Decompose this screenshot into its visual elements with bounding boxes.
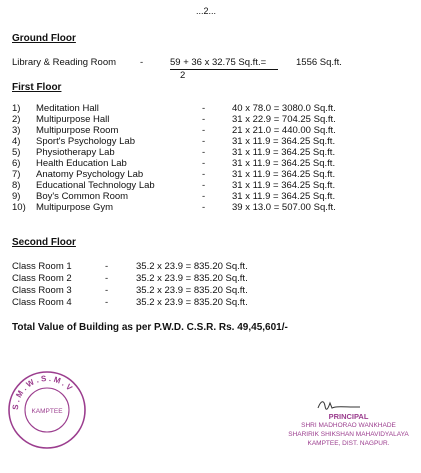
principal-signature-block: [276, 412, 421, 448]
room-name: Health Education Lab: [36, 158, 127, 169]
item-dash: -: [202, 147, 206, 158]
item-dash: -: [202, 158, 206, 169]
signature: [316, 398, 362, 412]
item-dash: -: [105, 297, 109, 308]
signature-line-3: KAMPTEE, DIST. NAGPUR.: [307, 440, 390, 447]
room-name: Sport's Psychology Lab: [36, 136, 135, 147]
room-name: Multipurpose Room: [36, 125, 119, 136]
item-dash: -: [105, 285, 109, 296]
room-area: 31 x 11.9 = 364.25 Sq.ft.: [232, 147, 336, 158]
room-area: 31 x 11.9 = 364.25 Sq.ft.: [232, 191, 336, 202]
room-area: 31 x 11.9 = 364.25 Sq.ft.: [232, 136, 336, 147]
room-name: Class Room 2: [12, 273, 72, 284]
item-number: 10): [12, 202, 26, 213]
stamp-ring-text: S . M . W . S . M . V: [10, 373, 74, 411]
list-item: [12, 147, 412, 158]
room-area: 31 x 22.9 = 704.25 Sq.ft.: [232, 114, 336, 125]
room-area: 35.2 x 23.9 = 835.20 Sq.ft.: [136, 285, 248, 296]
ground-floor-formula-denominator: 2: [180, 70, 186, 81]
room-name: Class Room 1: [12, 261, 72, 272]
item-number: 5): [12, 147, 21, 158]
ground-floor-room-label: Library & Reading Room: [12, 57, 117, 68]
item-dash: -: [202, 136, 206, 147]
item-dash: -: [202, 202, 206, 213]
room-area: 35.2 x 23.9 = 835.20 Sq.ft.: [136, 273, 248, 284]
item-number: 4): [12, 136, 21, 147]
principal-title: PRINCIPAL: [328, 412, 369, 421]
second-floor-heading: Second Floor: [12, 237, 76, 248]
room-area: 31 x 11.9 = 364.25 Sq.ft.: [232, 158, 336, 169]
room-name: Physiotherapy Lab: [36, 147, 115, 158]
fraction-line: [170, 69, 278, 70]
room-name: Anatomy Psychology Lab: [36, 169, 144, 180]
item-dash: -: [202, 125, 206, 136]
ground-floor-heading: Ground Floor: [12, 33, 76, 44]
list-item: [12, 114, 412, 125]
ground-floor-area: 1556 Sq.ft.: [296, 57, 342, 68]
item-number: 1): [12, 103, 21, 114]
page-number: ...2...: [196, 6, 217, 16]
item-dash: -: [202, 180, 206, 191]
list-item: [12, 169, 412, 180]
room-name: Class Room 4: [12, 297, 72, 308]
room-area: 39 x 13.0 = 507.00 Sq.ft.: [232, 202, 336, 213]
ground-floor-dash: -: [140, 57, 144, 68]
room-area: 35.2 x 23.9 = 835.20 Sq.ft.: [136, 261, 248, 272]
item-dash: -: [202, 169, 206, 180]
signature-line-2: SHARIRIK SHIKSHAN MAHAVIDYALAYA: [288, 431, 409, 438]
item-number: 7): [12, 169, 21, 180]
seal-stamp: [6, 369, 88, 451]
item-dash: -: [105, 273, 109, 284]
list-item: [12, 285, 412, 296]
list-item: [12, 125, 412, 136]
room-name: Multipurpose Hall: [36, 114, 110, 125]
room-name: Educational Technology Lab: [36, 180, 155, 191]
room-area: 35.2 x 23.9 = 835.20 Sq.ft.: [136, 297, 248, 308]
room-name: Boy's Common Room: [36, 191, 129, 202]
first-floor-heading: First Floor: [12, 82, 62, 93]
room-area: 31 x 11.9 = 364.25 Sq.ft.: [232, 169, 336, 180]
signature-line-1: SHRI MADHORAO WANKHADE: [301, 422, 396, 429]
ground-floor-formula-numerator: 59 + 36 x 32.75 Sq.ft.=: [170, 57, 267, 68]
item-dash: -: [202, 191, 206, 202]
room-name: Multipurpose Gym: [36, 202, 114, 213]
item-number: 8): [12, 180, 21, 191]
room-name: Meditation Hall: [36, 103, 99, 114]
list-item: [12, 297, 412, 308]
list-item: [12, 103, 412, 114]
list-item: [12, 191, 412, 202]
item-number: 3): [12, 125, 21, 136]
list-item: [12, 136, 412, 147]
room-area: 40 x 78.0 = 3080.0 Sq.ft.: [232, 103, 336, 114]
list-item: [12, 158, 412, 169]
list-item: [12, 180, 412, 191]
item-number: 2): [12, 114, 21, 125]
room-area: 21 x 21.0 = 440.00 Sq.ft.: [232, 125, 336, 136]
item-number: 6): [12, 158, 21, 169]
list-item: [12, 273, 412, 284]
room-area: 31 x 11.9 = 364.25 Sq.ft.: [232, 180, 336, 191]
item-dash: -: [105, 261, 109, 272]
item-number: 9): [12, 191, 21, 202]
stamp-center-text: KAMPTEE: [31, 408, 63, 415]
list-item: [12, 202, 412, 213]
room-name: Class Room 3: [12, 285, 72, 296]
item-dash: -: [202, 114, 206, 125]
list-item: [12, 261, 412, 272]
item-dash: -: [202, 103, 206, 114]
total-value: Total Value of Building as per P.W.D. C.S.R. Rs. 49,45,601/-: [12, 322, 288, 333]
